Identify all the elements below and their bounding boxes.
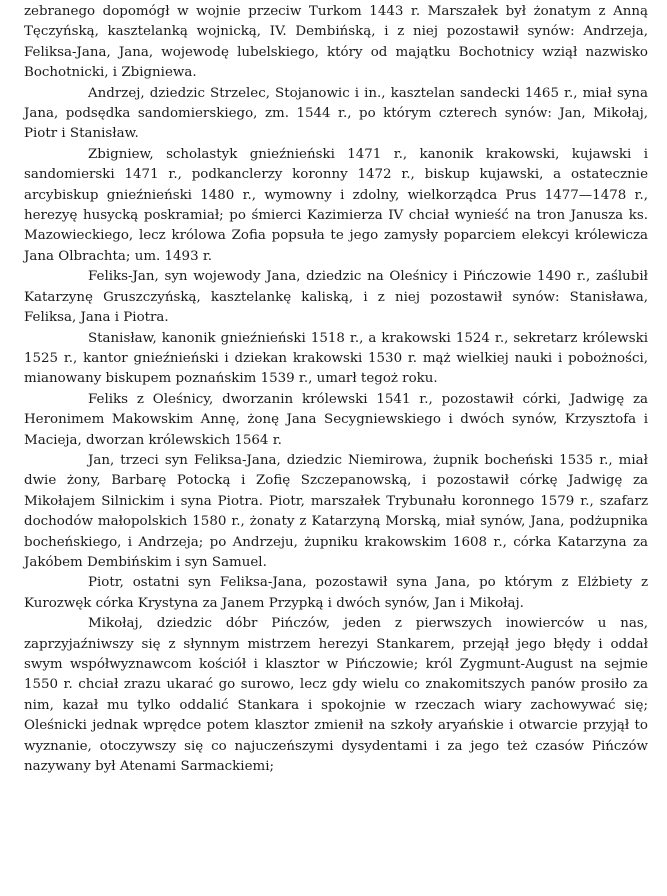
paragraph-7: Jan, trzeci syn Feliksa-Jana, dziedzic Niemirowa, żupnik bocheński 1535 r., miał dwie żony, Barbarę Potocką i Zofię Szczepanowską, i pozostawił córkę Jadwigę za Mikołajem Silnickim i syna Piotra. Piotr, marszałek Trybunału koronnego 1579 r., szafarz dochodów małopolskich 1580 r., żonaty z Katarzyną Morską, miał synów, Jana, podżupnika bocheńskiego, i Andrzeja; po Andrzeju, żupniku krakowskim 1608 r., córka Katarzyna za Jakóbem Dembińskim i syn Samuel. <box>24 452 648 570</box>
paragraph-9: Mikołaj, dziedzic dóbr Pińczów, jeden z pierwszych inowierców u nas, zaprzyjaźniwszy się z słynnym mistrzem herezyi Stankarem, przejął jego błędy i oddał swym współwyznawcom kościół i klasztor w Pińczowie; król Zygmunt-August na sejmie 1550 r. chciał zrazu ukarać go surowo, lecz gdy wielu co znakomitszych panów prosiło za nim, kazał mu tylko oddalić Stankara i spokojnie w rzeczach wiary zachowywać się; Oleśnicki jednak wprędce potem klasztor zmienił na szkoły aryańskie i otwarcie przyjął to wyznanie, otoczywszy się co najuczeńszymi dysydentami i za jego też czasów Pińczów nazywany był Atenami Sarmackiemi; <box>24 616 648 775</box>
paragraph-2: Andrzej, dziedzic Strzelec, Stojanowic i in., kasztelan sandecki 1465 r., miał syna Jana, podsędka sandomierskiego, zm. 1544 r., po którym czterech synów: Jan, Mikołaj, Piotr i Stanisław. <box>24 85 648 142</box>
paragraph-1: zebranego dopomógł w wojnie przeciw Turkom 1443 r. Marszałek był żonatym z Anną Tęczyńską, kasztelanką wojnicką, IV. Dembińską, i z niej pozostawił synów: Andrzeja, Feliksa-Jana, Jana, wojewodę lubelskiego, który od majątku Bochotnicy wziął nazwisko Bochotnicki, i Zbigniewa. <box>24 4 648 81</box>
paragraph-5: Stanisław, kanonik gnieźnieński 1518 r., a krakowski 1524 r., sekretarz królewski 1525 r., kantor gnieźnieński i dziekan krakowski 1530 r. mąż wielkiej nauki i pobożności, mianowany biskupem poznańskim 1539 r., umarł tegoż roku. <box>24 330 648 387</box>
paragraph-3: Zbigniew, scholastyk gnieźnieński 1471 r., kanonik krakowski, kujawski i sandomierski 1471 r., podkanclerzy koronny 1472 r., biskup kujawski, a ostatecznie arcybiskup gnieźnieński 1480 r., wymowny i zdolny, wielkorządca Prus 1477—1478 r., herezyę husycką poskramiał; po śmierci Kazimierza IV chciał wynieść na tron Janusza ks. Mazowieckiego, lecz królowa Zofia popsuła te jego zamysły poparciem elekcyi królewicza Jana Olbrachta; um. 1493 r. <box>24 146 648 264</box>
document-page <box>24 2 648 777</box>
paragraph-8: Piotr, ostatni syn Feliksa-Jana, pozostawił syna Jana, po którym z Elżbiety z Kurozwęk córka Krystyna za Janem Przypką i dwóch synów, Jan i Mikołaj. <box>24 575 648 611</box>
paragraph-4: Feliks-Jan, syn wojewody Jana, dziedzic na Oleśnicy i Pińczowie 1490 r., zaślubił Katarzynę Gruszczyńską, kasztelankę kaliską, i z niej pozostawił synów: Stanisława, Feliksa, Jana i Piotra. <box>24 269 648 326</box>
paragraph-6: Feliks z Oleśnicy, dworzanin królewski 1541 r., pozostawił córki, Jadwigę za Heronimem Makowskim Annę, żonę Jana Secygniewskiego i dwóch synów, Krzysztofa i Macieja, dworzan królewskich 1564 r. <box>24 391 648 448</box>
